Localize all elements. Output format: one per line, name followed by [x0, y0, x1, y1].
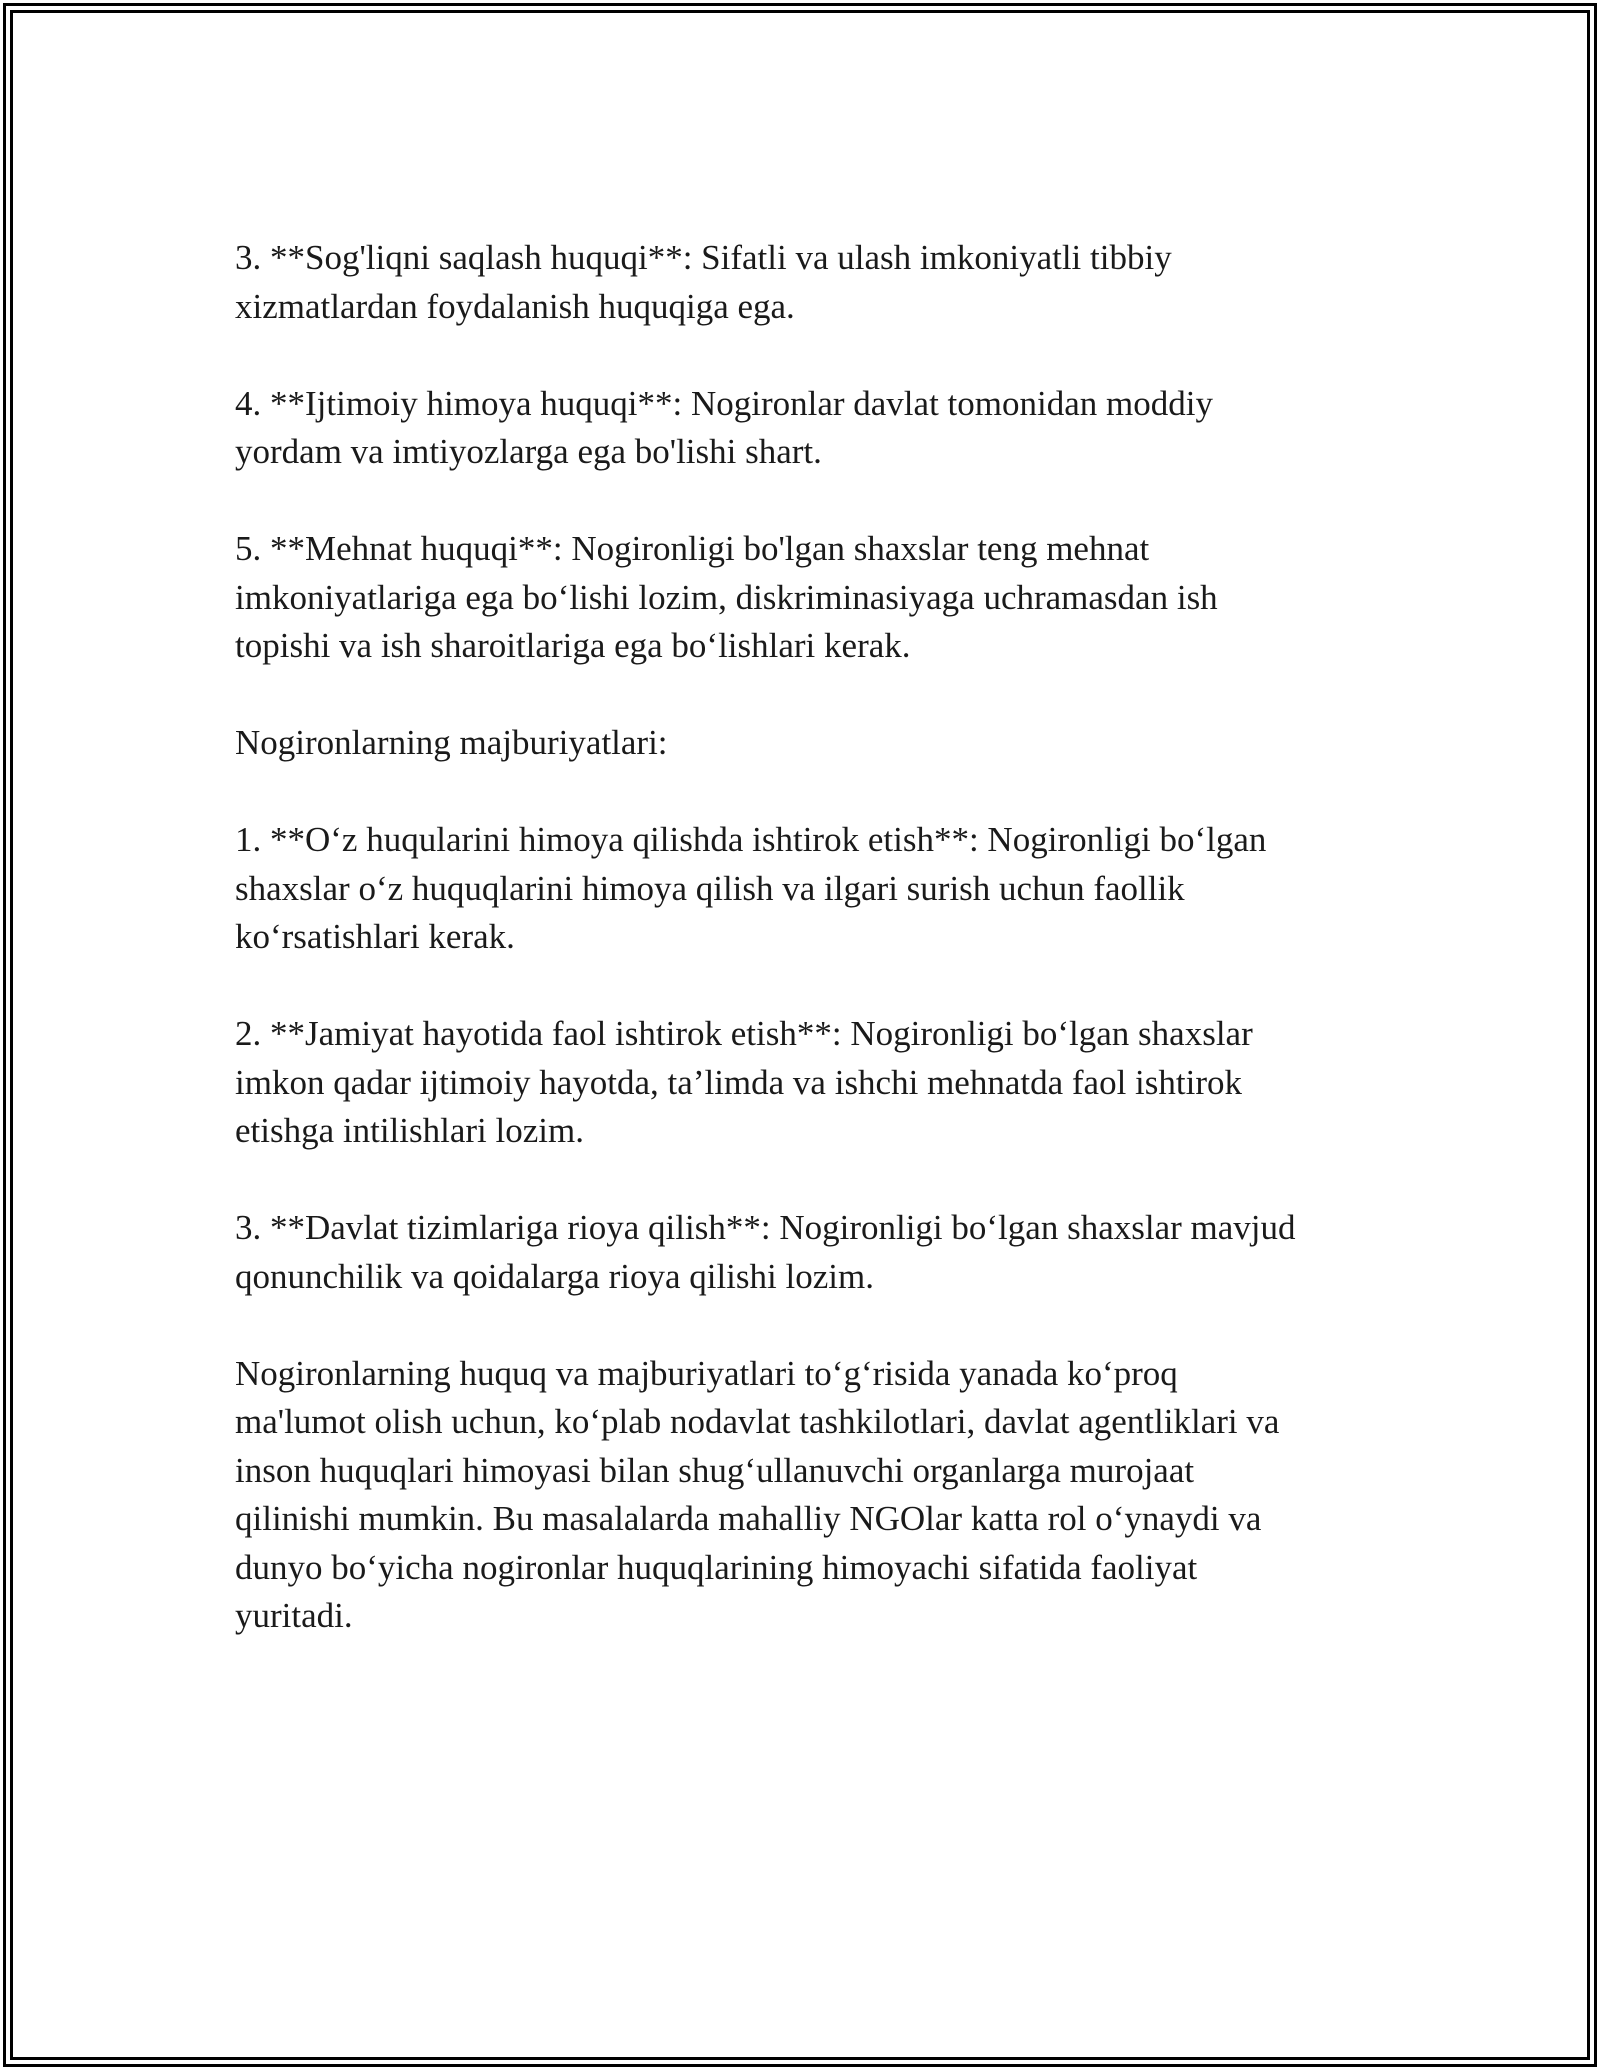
text-line: qonunchilik va qoidalarga rioya qilishi lozim.: [235, 1256, 874, 1296]
text-line: 3. **Sog'liqni saqlash huquqi**: Sifatli va ulash imkoniyatli tibbiy: [235, 238, 1172, 277]
paragraph-closing: [235, 1350, 1385, 1641]
section-heading-obligations: [235, 719, 1385, 768]
paragraph-obligation-1: [235, 816, 1385, 962]
text-line: topishi va ish sharoitlariga ega bo‘lishlari kerak.: [235, 626, 911, 665]
text-line: shaxslar o‘z huquqlarini himoya qilish va ilgari surish uchun faollik: [235, 868, 1185, 908]
paragraph-labor-right: [235, 525, 1385, 671]
text-line: qilinishi mumkin. Bu masalalarda mahalliy NGOlar katta rol o‘ynaydi va: [235, 1499, 1262, 1538]
paragraph-obligation-3: [235, 1204, 1385, 1301]
text-line: xizmatlardan foydalanish huquqiga ega.: [235, 286, 795, 326]
paragraph-social-protection-right: [235, 380, 1385, 477]
text-line: 1. **O‘z huqularini himoya qilishda ishtirok etish**: Nogironligi bo‘lgan: [235, 820, 1267, 859]
text-line: 3. **Davlat tizimlariga rioya qilish**: Nogironligi bo‘lgan shaxslar mavjud: [235, 1208, 1296, 1247]
text-line: etishga intilishlari lozim.: [235, 1111, 584, 1150]
text-line: imkon qadar ijtimoiy hayotda, ta’limda va ishchi mehnatda faol ishtirok: [235, 1062, 1242, 1102]
text-line: ko‘rsatishlari kerak.: [235, 917, 515, 956]
text-line: yordam va imtiyozlarga ega bo'lishi shart.: [235, 432, 822, 471]
paragraph-obligation-2: [235, 1010, 1385, 1156]
text-line: Nogironlarning majburiyatlari:: [235, 723, 668, 762]
paragraph-health-right: [235, 234, 1385, 331]
text-line: ma'lumot olish uchun, ko‘plab nodavlat tashkilotlari, davlat agentliklari va: [235, 1402, 1280, 1441]
text-line: 2. **Jamiyat hayotida faol ishtirok etish**: Nogironligi bo‘lgan shaxslar: [235, 1014, 1253, 1053]
text-line: inson huquqlari himoyasi bilan shug‘ullanuvchi organlarga murojaat: [235, 1450, 1195, 1490]
text-line: dunyo bo‘yicha nogironlar huquqlarining himoyachi sifatida faoliyat: [235, 1547, 1198, 1587]
text-line: yuritadi.: [235, 1596, 353, 1635]
document-body: [235, 234, 1385, 1689]
text-line: 4. **Ijtimoiy himoya huquqi**: Nogironlar davlat tomonidan moddiy: [235, 383, 1213, 423]
text-line: imkoniyatlariga ega bo‘lishi lozim, diskriminasiyaga uchramasdan ish: [235, 577, 1218, 617]
text-line: Nogironlarning huquq va majburiyatlari to‘g‘risida yanada ko‘proq: [235, 1353, 1178, 1393]
text-line: 5. **Mehnat huquqi**: Nogironligi bo'lgan shaxslar teng mehnat: [235, 529, 1150, 568]
